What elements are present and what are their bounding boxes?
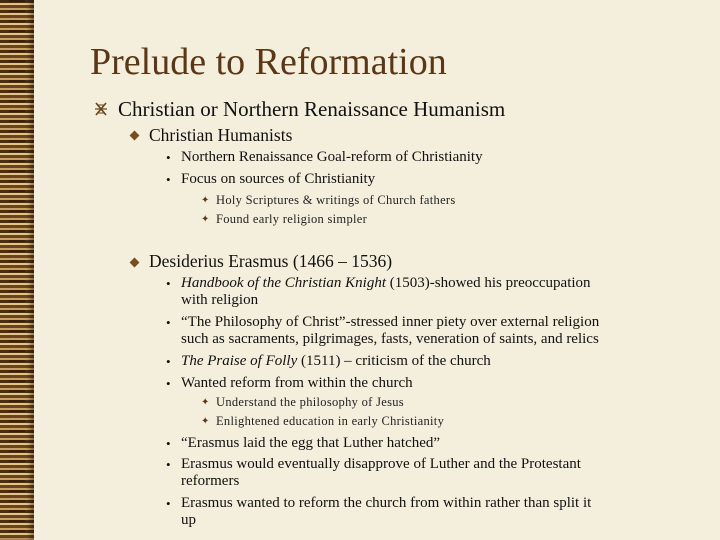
list-item-continued: with religion xyxy=(181,292,259,308)
dot-bullet-icon: • xyxy=(166,315,171,330)
list-item xyxy=(181,353,491,370)
diamond-bullet-icon xyxy=(130,258,140,268)
sub-item: Found early religion simpler xyxy=(216,212,368,226)
list-item-continued: such as sacraments, pilgrimages, fasts, veneration of saints, and relics xyxy=(181,331,599,347)
star-bullet-icon: ✦ xyxy=(201,214,210,225)
section-erasmus: Desiderius Erasmus (1466 – 1536) xyxy=(149,251,393,271)
dot-bullet-icon: • xyxy=(166,376,171,391)
item-text: (1511) – criticism of the church xyxy=(297,353,491,369)
list-item: Wanted reform from within the church xyxy=(181,375,413,391)
star-bullet-icon: ✦ xyxy=(201,397,210,408)
list-item: Northern Renaissance Goal-reform of Christianity xyxy=(181,149,483,165)
list-item: Erasmus wanted to reform the church from within rather than split it xyxy=(181,495,592,511)
item-text: (1503)-showed his preoccupation xyxy=(386,275,591,291)
list-item: Erasmus would eventually disapprove of Luther and the Protestant xyxy=(181,456,581,472)
dot-bullet-icon: • xyxy=(166,354,171,369)
sub-item: Holy Scriptures & writings of Church fathers xyxy=(216,193,456,207)
dot-bullet-icon: • xyxy=(166,172,171,187)
list-item: “The Philosophy of Christ”-stressed inner piety over external religion xyxy=(181,314,600,330)
book-title: Handbook of the Christian Knight xyxy=(181,275,387,291)
star-bullet-icon: ✦ xyxy=(201,195,210,206)
sub-item: Understand the philosophy of Jesus xyxy=(216,395,404,409)
list-item-continued: up xyxy=(181,512,196,528)
list-item-continued: reformers xyxy=(181,473,240,489)
list-item: “Erasmus laid the egg that Luther hatched” xyxy=(181,435,441,451)
heading: Christian or Northern Renaissance Humanism xyxy=(118,97,506,121)
dot-bullet-icon: • xyxy=(166,496,171,511)
dot-bullet-icon: • xyxy=(166,436,171,451)
dot-bullet-icon: • xyxy=(166,276,171,291)
slide-title: Prelude to Reformation xyxy=(90,41,447,83)
dot-bullet-icon: • xyxy=(166,457,171,472)
section-christian-humanists: Christian Humanists xyxy=(149,125,293,145)
dot-bullet-icon: • xyxy=(166,150,171,165)
diamond-bullet-icon xyxy=(130,131,140,141)
cross-bullet-icon xyxy=(93,101,109,117)
sub-item: Enlightened education in early Christianity xyxy=(216,414,445,428)
list-item xyxy=(181,275,591,292)
list-item: Focus on sources of Christianity xyxy=(181,171,376,187)
book-title: The Praise of Folly xyxy=(181,353,298,369)
decorative-binding xyxy=(0,0,34,540)
star-bullet-icon: ✦ xyxy=(201,416,210,427)
